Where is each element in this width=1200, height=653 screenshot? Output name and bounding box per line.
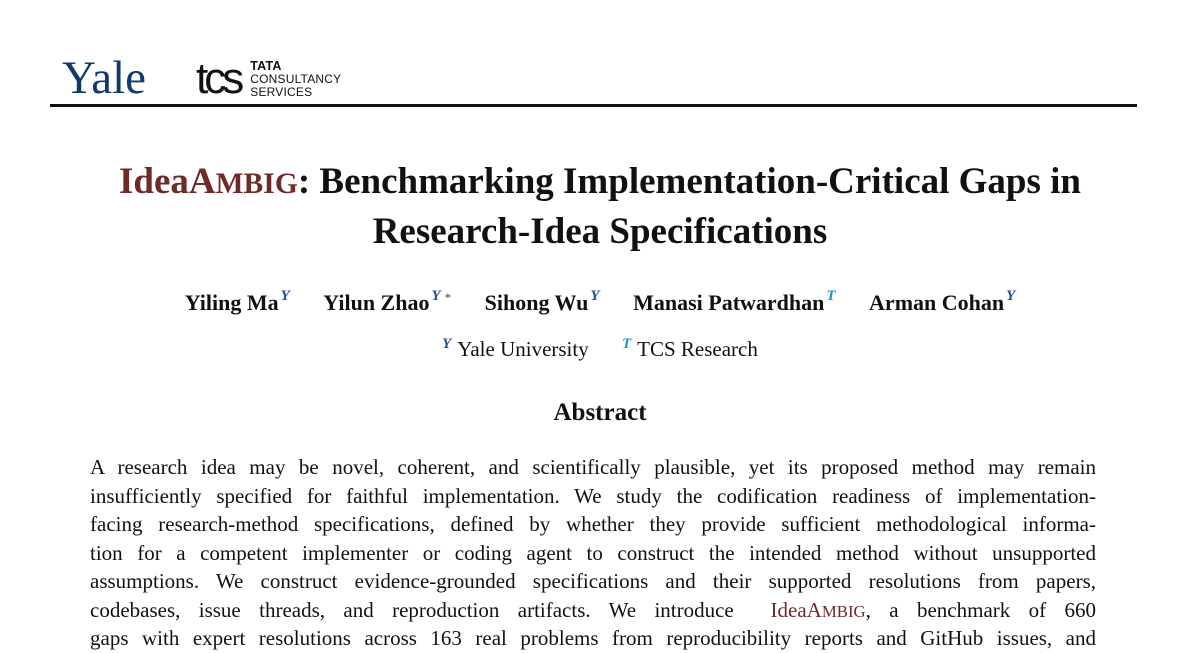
- abstract-brand-sc-rest: MBIG: [821, 601, 866, 621]
- abstract-heading: Abstract: [553, 399, 647, 426]
- abstract-line-lead: codebases, issue threads, and reproduction artifacts. We introduce: [90, 597, 734, 622]
- tcs-logo-wordmark: [250, 60, 341, 99]
- author-affiliation-mark: Y: [590, 288, 600, 304]
- tcs-logo-line1: TATA: [250, 58, 282, 73]
- tcs-logo-mark: tcs: [196, 54, 241, 103]
- abstract-brand-sc-first: A: [806, 597, 822, 622]
- author: [323, 286, 451, 323]
- author-name: Yilun Zhao: [323, 290, 430, 315]
- author: [869, 286, 1015, 323]
- abstract-line: facing research-method specifications, defined by whether they provide sufficient methodological informa-: [90, 512, 1096, 536]
- title-brand: [119, 161, 298, 202]
- abstract-line: assumptions. We construct evidence-grounded specifications and their supported resolutions from papers,: [90, 569, 1096, 593]
- affiliation-list: [0, 333, 1200, 368]
- author-list: [0, 286, 1200, 323]
- abstract-body: [90, 453, 1097, 650]
- abstract-line: tion for a competent implementer or coding agent to construct the intended method without unsupported: [90, 540, 1096, 565]
- title-brand-prefix: Idea: [118, 161, 189, 202]
- abstract-line: [90, 596, 1096, 625]
- affiliation-mark: T: [621, 336, 632, 352]
- affiliation: [622, 333, 758, 368]
- affiliation-name: TCS Research: [637, 337, 758, 361]
- paper-title: [40, 158, 1160, 256]
- abstract-line: insufficiently specified for faithful implementation. We study the codification readiness of implementation-: [90, 483, 1096, 508]
- abstract-brand: [771, 598, 866, 622]
- affiliation-mark: Y: [442, 336, 452, 352]
- title-line-1-rest: : Benchmarking Implementation-Critical Gaps in: [297, 161, 1082, 202]
- abstract-brand-prefix: Idea: [770, 597, 807, 622]
- tcs-logo: [196, 54, 342, 103]
- author-name: Yiling Ma: [184, 290, 279, 315]
- corresponding-author-mark: *: [444, 290, 452, 305]
- author: [185, 286, 290, 323]
- author: [633, 286, 835, 323]
- author-affiliation-mark: T: [826, 288, 836, 304]
- yale-logo: Yale: [62, 52, 147, 104]
- tcs-logo-line2: CONSULTANCY: [250, 71, 342, 86]
- affiliation-name: Yale University: [457, 337, 589, 361]
- affiliation: [442, 333, 589, 368]
- author: [485, 286, 600, 323]
- author-affiliation-mark: Y: [431, 288, 441, 304]
- title-brand-sc-rest: MBIG: [215, 168, 298, 200]
- abstract-line-partial: gaps with expert resolutions across 163 real problems from reproducibility reports and GitHub issues, and: [90, 626, 1096, 650]
- author-affiliation-mark: Y: [1006, 288, 1016, 304]
- author-name: Arman Cohan: [869, 290, 1005, 315]
- title-brand-sc-first: A: [188, 161, 216, 202]
- tcs-logo-line3: SERVICES: [250, 84, 313, 99]
- author-affiliation-mark: Y: [280, 288, 290, 304]
- title-line-2: Research-Idea Specifications: [372, 211, 828, 252]
- author-name: Manasi Patwardhan: [633, 290, 825, 315]
- abstract-line-tail: , a benchmark of 660: [865, 597, 1097, 622]
- abstract-line: A research idea may be novel, coherent, and scientifically plausible, yet its proposed method may remain: [90, 455, 1096, 479]
- author-name: Sihong Wu: [484, 290, 589, 315]
- title-line-1: [40, 158, 1160, 208]
- header-rule: [50, 104, 1137, 107]
